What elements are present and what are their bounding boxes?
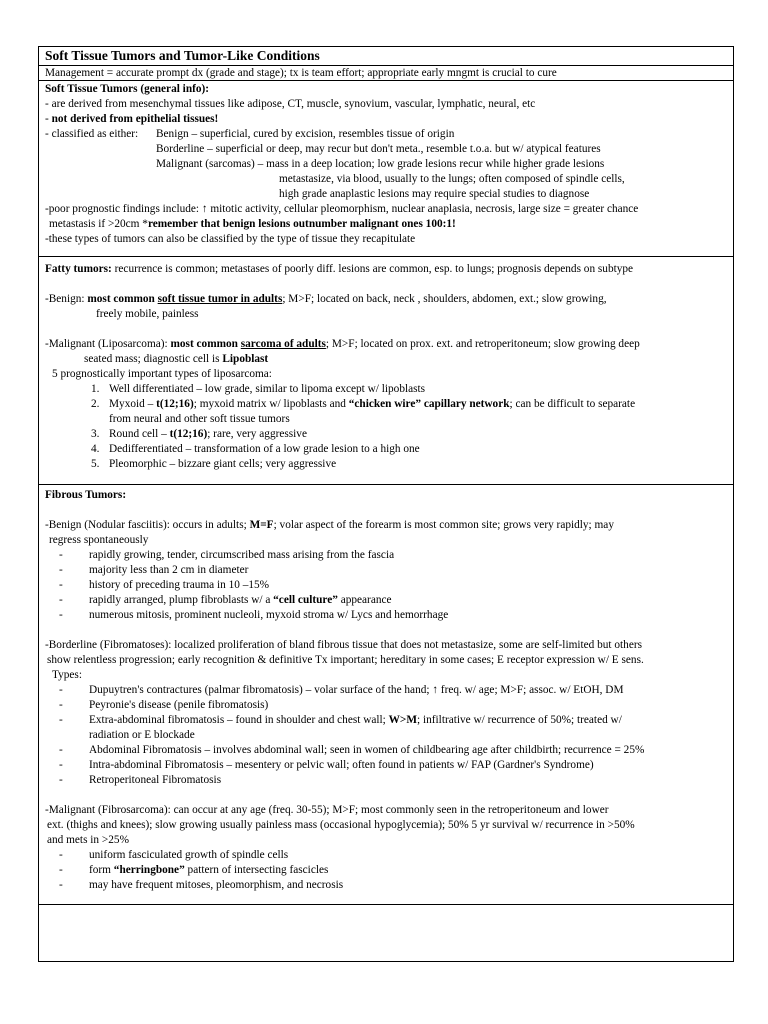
malignant-item: - form “herringbone” pattern of intersecting fascicles [59,864,329,876]
fibrous-borderline-3: Types: [52,669,82,681]
fatty-benign-2: freely mobile, painless [96,308,199,320]
liposarcoma-type-3: 3. Round cell – t(12;16); rare, very aggressive [91,428,307,440]
fatty-benign-1: -Benign: most common soft tissue tumor in adults; M>F; located on back, neck , shoulders, abdomen, ext.; slow growing, [45,293,607,305]
benign-item: - history of preceding trauma in 10 –15% [59,579,270,591]
document-page [38,46,734,962]
malignant-class-1: Malignant (sarcomas) – mass in a deep location; low grade lesions recur while higher grade lesions [156,158,605,170]
borderline-item: - Retroperitoneal Fibromatosis [59,774,222,786]
malignant-class-3: high grade anaplastic lesions may require special studies to diagnose [279,188,590,200]
prognostic-line-1: -poor prognostic findings include: ↑ mitotic activity, cellular pleomorphism, nuclear anaplasia, necrosis, large size = greater chance [45,203,639,215]
liposarcoma-type-2-cont: from neural and other soft tissue tumors [109,413,290,425]
liposarcoma-type-4: 4. Dedifferentiated – transformation of a low grade lesion to a high one [91,443,420,455]
fatty-malignant-2: seated mass; diagnostic cell is Lipoblast [84,353,269,365]
fibrous-malignant-1: -Malignant (Fibrosarcoma): can occur at any age (freq. 30-55); M>F; most commonly seen in the retroperitoneum and lower [45,804,609,816]
fatty-tumors-section [39,257,733,485]
benign-class: Benign – superficial, cured by excision, resembles tissue of origin [156,128,455,140]
borderline-item: - Peyronie's disease (penile fibromatosis) [59,699,269,711]
borderline-item: - Abdominal Fibromatosis – involves abdominal wall; seen in women of childbearing age after childbirth; recurrence = 25% [59,744,645,756]
fibrous-malignant-2: ext. (thighs and knees); slow growing usually painless mass (occasional hypoglycemia); 50% 5 yr survival w/ recurrence in >50% [47,819,635,831]
malignant-item: - uniform fasciculated growth of spindle cells [59,849,289,861]
derived-line: - are derived from mesenchymal tissues like adipose, CT, muscle, synovium, vascular, lymphatic, neural, etc [45,98,536,110]
malignant-class-2: metastasize, via blood, usually to the lungs; often composed of spindle cells, [279,173,625,185]
borderline-item: - Dupuytren's contractures (palmar fibromatosis) – volar surface of the hand; ↑ freq. w/ age; M>F; assoc. w/ EtOH, DM [59,684,624,696]
benign-item: - numerous mitosis, prominent nucleoli, myxoid stroma w/ Lycs and hemorrhage [59,609,449,621]
borderline-class: Borderline – superficial or deep, may recur but don't meta., resemble t.o.a. but w/ atypical features [156,143,601,155]
page-title: Soft Tissue Tumors and Tumor-Like Conditions [45,48,320,63]
liposarcoma-type-1: 1. Well differentiated – low grade, similar to lipoma except w/ lipoblasts [91,383,426,395]
prognostic-line-2: metastasis if >20cm *remember that benign lesions outnumber malignant ones 100:1! [49,218,456,230]
fatty-heading: Fatty tumors: recurrence is common; metastases of poorly diff. lesions are common, esp. to lungs; prognosis depends on subtype [45,263,634,275]
liposarcoma-type-2: 2. Myxoid – t(12;16); myxoid matrix w/ lipoblasts and “chicken wire” capillary network; can be difficult to separate [91,398,636,410]
fibrous-benign-2: regress spontaneously [49,534,149,546]
liposarcoma-type-5: 5. Pleomorphic – bizzare giant cells; very aggressive [91,458,337,470]
borderline-item: - Extra-abdominal fibromatosis – found in shoulder and chest wall; W>M; infiltrative w/ recurrence of 50%; treated w/ [59,714,622,726]
tissue-type-line: -these types of tumors can also be classified by the type of tissue they recapitulate [45,233,416,245]
not-epithelial-line: - not derived from epithelial tissues! [45,113,219,125]
fibrous-borderline-2: show relentless progression; early recognition & definitive Tx important; hereditary in some cases; E receptor expression w/ E sens. [47,654,644,666]
classified-prefix: - classified as either: [45,128,139,140]
malignant-item: - may have frequent mitoses, pleomorphism, and necrosis [59,879,344,891]
general-info-section [39,81,733,257]
borderline-item: - Intra-abdominal Fibromatosis – mesentery or pelvic wall; often found in patients w/ FAP (Gardner's Syndrome) [59,759,594,771]
empty-section [39,905,733,961]
benign-item: - rapidly growing, tender, circumscribed mass arising from the fascia [59,549,395,561]
management-text: Management = accurate prompt dx (grade and stage); tx is team effort; appropriate early mngmt is crucial to cure [45,67,557,79]
title-section [39,47,733,66]
fibrous-malignant-3: and mets in >25% [47,834,129,846]
general-heading: Soft Tissue Tumors (general info): [45,83,210,95]
fibrous-tumors-section [39,485,733,905]
borderline-item-cont: radiation or E blockade [89,729,195,741]
fibrous-heading: Fibrous Tumors: [45,489,127,501]
fatty-malignant-1: -Malignant (Liposarcoma): most common sarcoma of adults; M>F; located on prox. ext. and retroperitoneum; slow growing deep [45,338,640,350]
fibrous-borderline-1: -Borderline (Fibromatoses): localized proliferation of bland fibrous tissue that does not metastasize, some are self-limited but others [45,639,643,651]
management-section [39,66,733,81]
fatty-prog-types: 5 prognostically important types of liposarcoma: [52,368,272,380]
benign-item: - rapidly arranged, plump fibroblasts w/ a “cell culture” appearance [59,594,392,606]
benign-item: - majority less than 2 cm in diameter [59,564,249,576]
fibrous-benign-1: -Benign (Nodular fasciitis): occurs in adults; M=F; volar aspect of the forearm is most common site; grows very rapidly; may [45,519,614,531]
